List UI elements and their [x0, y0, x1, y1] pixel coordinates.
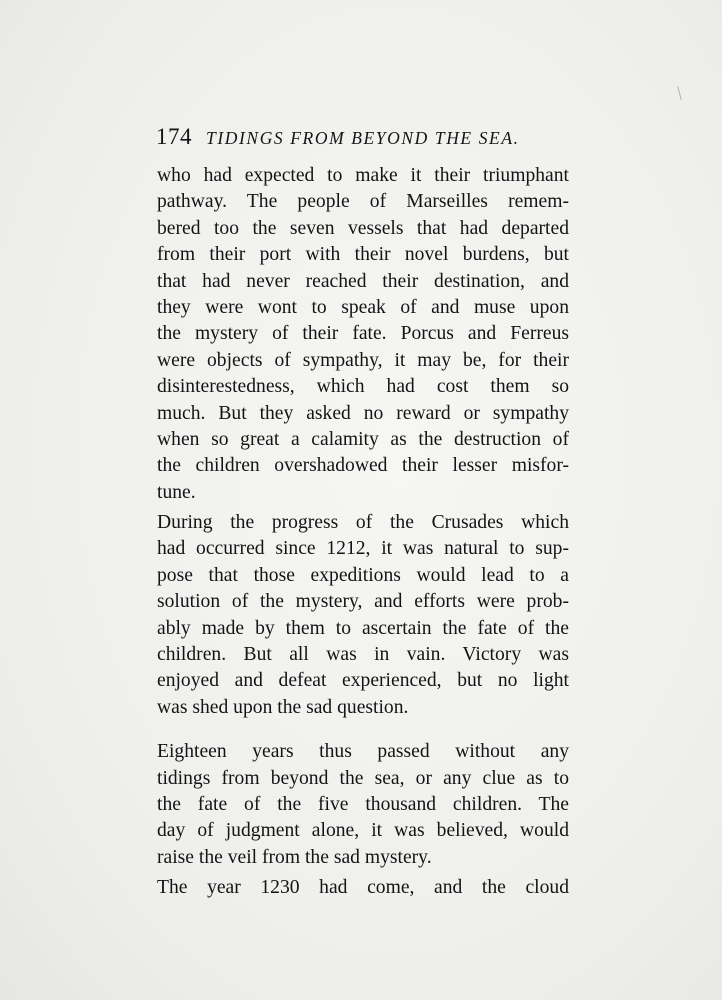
text-line: raise the veil from the sad mystery. — [157, 846, 432, 868]
running-header — [156, 124, 576, 154]
text-line: day of judgment alone, it was believed, would — [157, 820, 569, 842]
margin-pencil-mark — [677, 86, 684, 100]
text-line: pose that those expeditions would lead to a — [157, 564, 569, 586]
text-line: solution of the mystery, and efforts were prob- — [157, 591, 569, 613]
paragraph-2 — [157, 510, 569, 721]
text-line: the mystery of their fate. Porcus and Ferreus — [157, 323, 569, 345]
text-line: bered too the seven vessels that had departed — [157, 217, 569, 239]
running-title: TIDINGS FROM BEYOND THE SEA. — [206, 128, 520, 148]
text-line: were objects of sympathy, it may be, for their — [157, 349, 569, 371]
text-line: The year 1230 had come, and the cloud — [157, 877, 569, 899]
text-line: was shed upon the sad question. — [157, 696, 409, 718]
text-line: disinterestedness, which had cost them so — [157, 376, 569, 398]
text-line: pathway. The people of Marseilles remem- — [157, 191, 569, 213]
text-line: ably made by them to ascertain the fate of the — [157, 617, 569, 639]
text-line: from their port with their novel burdens, but — [157, 244, 569, 266]
paragraph-1 — [157, 163, 569, 506]
text-line: During the progress of the Crusades which — [157, 512, 569, 534]
text-line: Eighteen years thus passed without any — [157, 741, 569, 763]
text-line: the children overshadowed their lesser misfor- — [157, 455, 569, 477]
paragraph-4 — [157, 875, 569, 901]
body-text — [157, 163, 569, 902]
text-line: who had expected to make it their triumphant — [157, 165, 569, 186]
text-line: that had never reached their destination, and — [157, 270, 569, 292]
text-line: the fate of the five thousand children. The — [157, 793, 569, 815]
paragraph-3 — [157, 739, 569, 871]
text-line: when so great a calamity as the destruction of — [157, 428, 569, 450]
text-line: tune. — [157, 481, 196, 503]
text-line: they were wont to speak of and muse upon — [157, 296, 569, 318]
text-line: tidings from beyond the sea, or any clue as to — [157, 767, 569, 789]
text-line: had occurred since 1212, it was natural to sup- — [157, 538, 569, 560]
text-line: much. But they asked no reward or sympathy — [157, 402, 569, 424]
text-line: children. But all was in vain. Victory was — [157, 644, 569, 666]
page-number: 174 — [156, 124, 192, 149]
text-line: enjoyed and defeat experienced, but no light — [157, 670, 569, 692]
